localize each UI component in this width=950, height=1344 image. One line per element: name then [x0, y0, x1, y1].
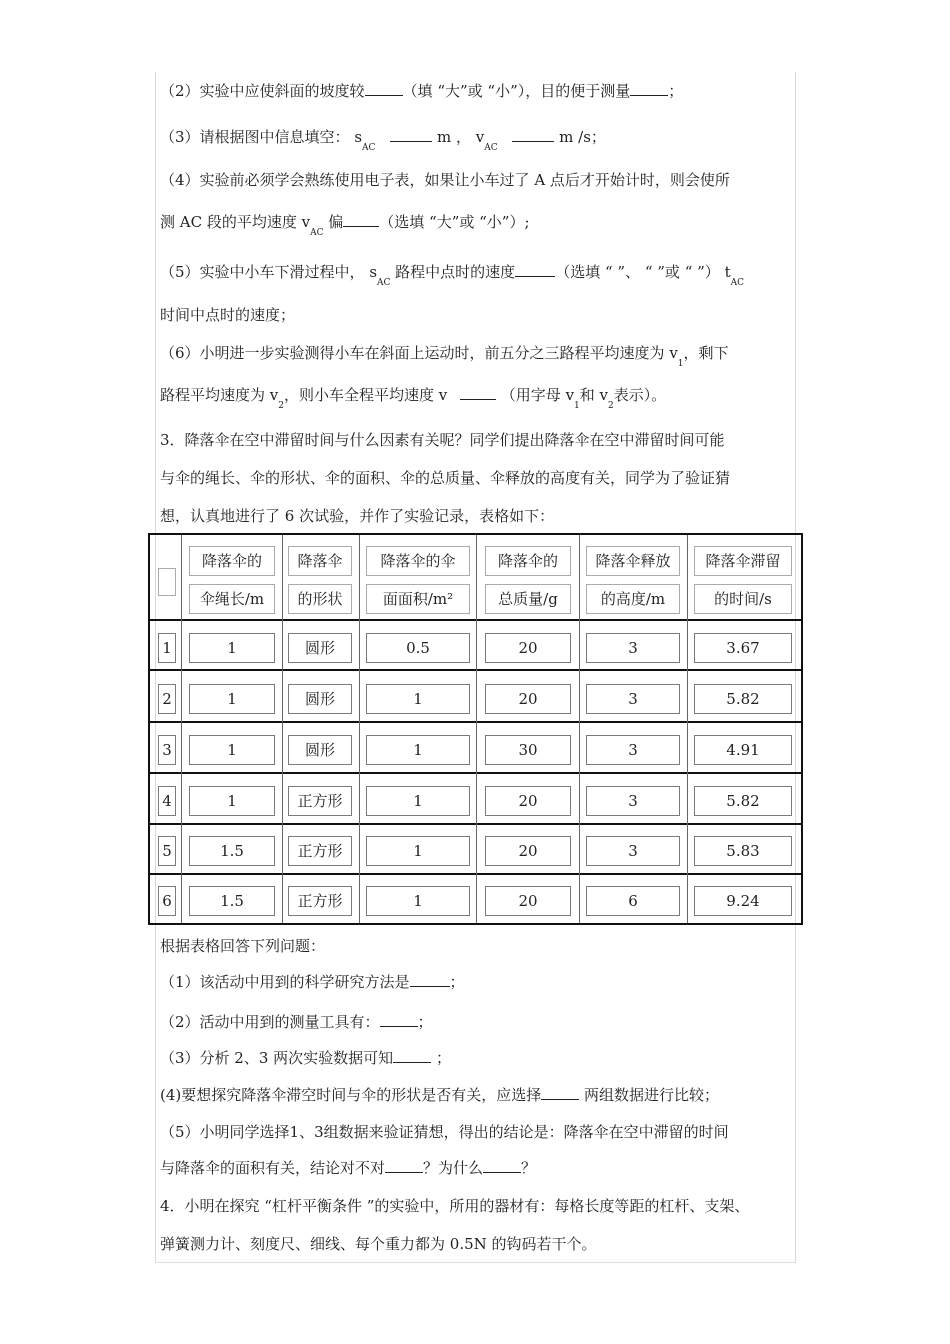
table-cell: 1 — [189, 684, 275, 714]
row-index: 2 — [158, 684, 176, 714]
header-height-top: 降落伞释放 — [586, 546, 680, 576]
header-mass-bottom: 总质量/g — [485, 584, 571, 614]
row-index: 3 — [158, 735, 176, 765]
header-time-top: 降落伞滞留 — [694, 546, 792, 576]
q2-line-4b: 测 AC 段的平均速度 $v_{AC}$ 偏 （选填 “大”或 “小”）; — [160, 213, 530, 238]
q3-question-2: （2）活动中用到的测量工具有： ； — [160, 1013, 433, 1031]
table-cell: 3 — [586, 836, 680, 866]
table-col-rule — [687, 535, 688, 923]
q3-intro-2: 与伞的绳长、伞的形状、伞的面积、伞的总质量、伞释放的高度有关，同学为了验证猜 — [160, 469, 731, 487]
table-cell: 20 — [485, 836, 571, 866]
table-cell: 1 — [189, 633, 275, 663]
q3-question-1: （1）该活动中用到的科学研究方法是 ； — [160, 973, 465, 991]
table-cell: 3 — [586, 633, 680, 663]
table-cell: 5.83 — [694, 836, 792, 866]
table-cell: 正方形 — [288, 886, 352, 916]
q3-questions-intro: 根据表格回答下列问题： — [160, 937, 326, 955]
table-cell: 1.5 — [189, 886, 275, 916]
q3-question-3: （3）分析 2、3 两次实验数据可知 ； — [160, 1049, 451, 1067]
q2-line-5: （5）实验中小车下滑过程中， $s_{AC}$ 路程中点时的速度 （选填 “ ”、 “ ”或 “ ”） $t_{AC}$ — [160, 263, 744, 288]
table-cell: 6 — [586, 886, 680, 916]
table-cell: 1 — [366, 786, 470, 816]
table-cell: 20 — [485, 786, 571, 816]
table-cell: 20 — [485, 886, 571, 916]
table-cell: 1 — [366, 684, 470, 714]
header-rope-length-top: 降落伞的 — [189, 546, 275, 576]
q2-line-5b: 时间中点时的速度； — [160, 306, 296, 324]
header-corner-cell — [158, 568, 176, 596]
table-cell: 3.67 — [694, 633, 792, 663]
q2-line-2: （2）实验中应使斜面的坡度较 （填 “大”或 “小”），目的便于测量 ； — [160, 82, 684, 100]
header-mass-top: 降落伞的 — [485, 546, 571, 576]
table-cell: 9.24 — [694, 886, 792, 916]
q3-question-4: (4)要想探究降落伞滞空时间与伞的形状是否有关，应选择 两组数据进行比较； — [160, 1086, 720, 1104]
header-area-top: 降落伞的伞 — [366, 546, 470, 576]
data-table — [148, 533, 803, 925]
table-cell: 30 — [485, 735, 571, 765]
table-cell: 3 — [586, 735, 680, 765]
table-cell: 1 — [189, 786, 275, 816]
table-col-rule — [282, 535, 283, 923]
q3-intro-3: 想，认真地进行了 6 次试验，并作了实验记录，表格如下： — [160, 507, 555, 525]
row-index: 6 — [158, 886, 176, 916]
table-cell: 正方形 — [288, 786, 352, 816]
table-cell: 圆形 — [288, 735, 352, 765]
table-cell: 3 — [586, 684, 680, 714]
row-index: 4 — [158, 786, 176, 816]
table-cell: 20 — [485, 633, 571, 663]
table-cell: 1.5 — [189, 836, 275, 866]
q3-intro-1: 3．降落伞在空中滞留时间与什么因素有关呢？同学们提出降落伞在空中滞留时间可能 — [160, 431, 725, 449]
q2-line-6b: 路程平均速度为 $v_2$，则小车全程平均速度 v （用字母 $v_1$和 $v_2$表示）。 — [160, 386, 667, 411]
q2-line-3: （3）请根据图中信息填空： $s_{AC}$ m ， $v_{AC}$ m /s； — [160, 128, 606, 153]
table-cell: 5.82 — [694, 786, 792, 816]
table-cell: 0.5 — [366, 633, 470, 663]
table-cell: 1 — [189, 735, 275, 765]
table-cell: 1 — [366, 836, 470, 866]
table-cell: 3 — [586, 786, 680, 816]
q3-question-5: （5）小明同学选择1、3组数据来验证猜想，得出的结论是：降落伞在空中滞留的时间 — [160, 1123, 729, 1141]
header-shape-bottom: 的形状 — [288, 584, 352, 614]
header-time-bottom: 的时间/s — [694, 584, 792, 614]
table-col-rule — [181, 535, 182, 923]
table-cell: 4.91 — [694, 735, 792, 765]
header-rope-length-bottom: 伞绳长/m — [189, 584, 275, 614]
header-shape-top: 降落伞 — [288, 546, 352, 576]
table-cell: 20 — [485, 684, 571, 714]
q4-line-1: 4．小明在探究 “杠杆平衡条件 ”的实验中，所用的器材有：每格长度等距的杠杆、支架、 — [160, 1197, 750, 1215]
table-col-rule — [476, 535, 477, 923]
table-cell: 圆形 — [288, 633, 352, 663]
table-cell: 1 — [366, 886, 470, 916]
header-height-bottom: 的高度/m — [586, 584, 680, 614]
q2-line-6: （6）小明进一步实验测得小车在斜面上运动时，前五分之三路程平均速度为 $v_1$，剩下 — [160, 344, 729, 369]
row-index: 5 — [158, 836, 176, 866]
table-col-rule — [359, 535, 360, 923]
table-cell: 1 — [366, 735, 470, 765]
table-col-rule — [579, 535, 580, 923]
row-index: 1 — [158, 633, 176, 663]
q4-line-2: 弹簧测力计、刻度尺、细线、每个重力都为 0.5N 的钩码若干个。 — [160, 1235, 597, 1253]
table-cell: 5.82 — [694, 684, 792, 714]
table-cell: 圆形 — [288, 684, 352, 714]
table-cell: 正方形 — [288, 836, 352, 866]
q3-question-5b: 与降落伞的面积有关，结论对不对 ？为什么 ？ — [160, 1159, 537, 1177]
header-area-bottom: 面面积/m² — [366, 584, 470, 614]
q2-line-4: （4）实验前必须学会熟练使用电子表，如果让小车过了 A 点后才开始计时，则会使所 — [160, 171, 730, 189]
